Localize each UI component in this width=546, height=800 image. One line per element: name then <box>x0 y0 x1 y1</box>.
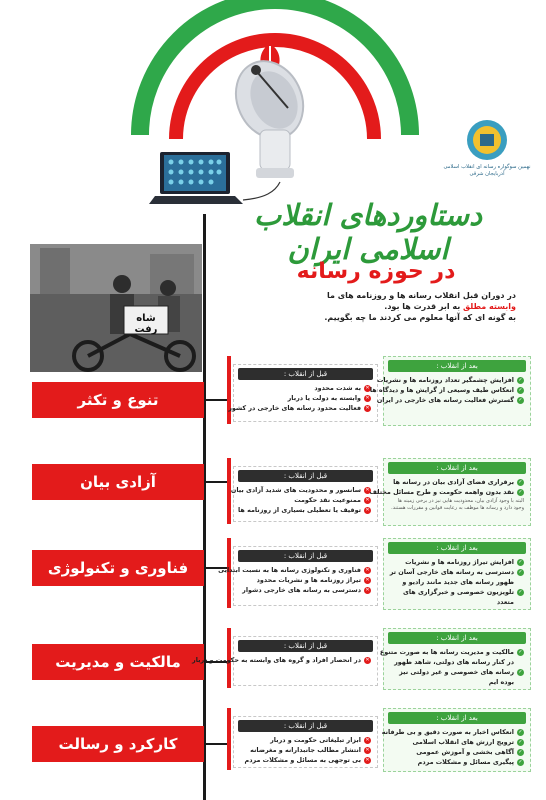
before-item-text: انتشار مطالب جانبدارانه و مغرضانه <box>250 746 361 754</box>
x-circle-icon: ✕ <box>365 506 370 513</box>
after-box <box>369 356 531 426</box>
comparison-panel <box>192 628 523 688</box>
after-item <box>379 647 524 657</box>
check-circle-icon: ✓ <box>518 748 523 755</box>
check-circle-icon: ✓ <box>518 386 523 393</box>
after-header: بعد از انقلاب : <box>388 632 526 644</box>
check-circle-icon: ✓ <box>518 758 523 765</box>
before-box <box>233 716 378 768</box>
x-circle-icon: ✕ <box>365 736 370 743</box>
x-circle-icon: ✕ <box>365 404 370 411</box>
after-item-text: گسترش فعالیت رسانه های خارجی در ایران <box>376 396 514 404</box>
check-circle-icon: ✓ <box>518 478 523 485</box>
after-item <box>390 477 524 487</box>
before-item <box>240 755 371 765</box>
after-box <box>369 458 531 526</box>
check-circle-icon: ✓ <box>518 648 523 655</box>
after-item-text: دسترسی به رسانه های خارجی آسان تر <box>389 568 514 576</box>
after-item-text: پیگیری مسائل و مشکلات مردم <box>417 758 514 766</box>
before-item <box>230 485 371 495</box>
topic-label: کارکرد و رسالت <box>32 726 204 762</box>
after-item <box>390 757 524 767</box>
check-circle-icon: ✓ <box>518 396 523 403</box>
before-item <box>218 565 371 575</box>
after-item <box>390 657 524 687</box>
intro-highlight: وابسته مطلق <box>463 302 516 311</box>
before-header: قبل از انقلاب : <box>238 470 373 482</box>
after-item-text: ظهور رسانه های جدید مانند رادیو و تلویزیون خصوصی و خبرگزاری های متعدد <box>402 578 514 606</box>
check-circle-icon: ✓ <box>518 668 523 675</box>
before-item <box>192 655 371 665</box>
logo-line-1: نهمین سوگواره رسانه ای انقلاب اسلامی <box>443 164 531 170</box>
check-circle-icon: ✓ <box>518 728 523 735</box>
before-item-text: تیراژ روزنامه ها و نشریات محدود <box>256 576 361 584</box>
x-circle-icon: ✕ <box>365 566 370 573</box>
before-header: قبل از انقلاب : <box>238 720 373 732</box>
before-item-text: دسترسی به رسانه های خارجی دشوار <box>242 586 361 594</box>
topic-label: تنوع و تکثر <box>32 382 204 418</box>
before-item <box>240 383 371 393</box>
festival-logo-text <box>442 164 532 178</box>
before-box <box>230 466 378 522</box>
after-item <box>381 727 524 737</box>
before-item <box>240 735 371 745</box>
before-box <box>218 546 378 606</box>
before-header: قبل از انقلاب : <box>238 640 373 652</box>
before-item <box>240 575 371 585</box>
after-header: بعد از انقلاب : <box>388 360 526 372</box>
before-item <box>240 505 371 515</box>
check-circle-icon: ✓ <box>518 558 523 565</box>
topic-label: فناوری و تکنولوژی <box>32 550 204 586</box>
after-item <box>390 577 524 607</box>
after-item-text: ترویج ارزش های انقلاب اسلامی <box>412 738 514 746</box>
before-item-text: فعالیت محدود رسانه های خارجی در کشور <box>228 404 361 412</box>
check-circle-icon: ✓ <box>518 588 523 595</box>
check-circle-icon: ✓ <box>518 568 523 575</box>
check-circle-icon: ✓ <box>518 376 523 383</box>
before-item-text: ابزار تبلیغاتی حکومت و دربار <box>270 736 361 744</box>
after-item <box>376 395 524 405</box>
x-circle-icon: ✕ <box>365 384 370 391</box>
topic-label: آزادی بیان <box>32 464 204 500</box>
before-item-text: در انحصار افراد و گروه های وابسته به حکومت و دربار <box>192 656 361 664</box>
page-title: دستاوردهای انقلاب اسلامی ایران <box>253 198 483 266</box>
after-item <box>390 557 524 567</box>
x-circle-icon: ✕ <box>365 746 370 753</box>
after-header: بعد از انقلاب : <box>388 462 526 474</box>
after-item <box>390 747 524 757</box>
after-item <box>390 737 524 747</box>
x-circle-icon: ✕ <box>365 656 370 663</box>
x-circle-icon: ✕ <box>365 394 370 401</box>
before-item <box>228 403 371 413</box>
after-note: البته با وجود آزادی بیان، محدودیت هایی نیز در برخی زمینه ها وجود دارد و رسانه ها موظف به رعایت قوانین و مقررات هستند. <box>391 498 524 511</box>
page-subtitle: در حوزه رسانه <box>296 259 456 284</box>
after-box <box>379 628 531 690</box>
after-item <box>376 375 524 385</box>
intro-line-1: در دوران قبل انقلاب رسانه ها و روزنامه های ما <box>327 291 516 300</box>
after-item-text: انعکاس طیف وسیعی از گرایش ها و دیدگاه ها <box>369 386 514 394</box>
after-header: بعد از انقلاب : <box>388 542 526 554</box>
check-circle-icon: ✓ <box>518 738 523 745</box>
before-item-text: فناوری و تکنولوژی رسانه ها به نسبت ابتدایی <box>218 566 361 574</box>
before-item <box>240 745 371 755</box>
before-box <box>228 364 378 422</box>
after-item <box>369 385 524 395</box>
festival-logo-icon <box>467 120 507 160</box>
x-circle-icon: ✕ <box>365 586 370 593</box>
before-item-text: وابسته به دولت یا دربار <box>287 394 361 402</box>
x-circle-icon: ✕ <box>365 486 370 493</box>
intro-line-2: به ابر قدرت ها بود. <box>384 302 461 311</box>
before-item <box>240 393 371 403</box>
after-item-text: نقد بدون واهمه حکومت و طرح مسائل مختلف <box>369 488 514 496</box>
before-item-text: بی توجهی به مسائل و مشکلات مردم <box>244 756 361 764</box>
comparison-panel <box>227 708 521 770</box>
before-item-text: به شدت محدود <box>314 384 361 392</box>
intro-text <box>246 290 516 323</box>
before-header: قبل از انقلاب : <box>238 550 373 562</box>
comparison-panel <box>227 356 521 424</box>
before-item-text: سانسور و محدودیت های شدید آزادی بیان <box>230 486 361 494</box>
after-item-text: انعکاس اخبار به صورت دقیق و بی طرفانه <box>381 728 514 736</box>
after-item <box>369 487 524 497</box>
after-item-text: افزایش چشمگیر تعداد روزنامه ها و نشریات <box>376 376 514 384</box>
before-item <box>240 495 371 505</box>
after-item <box>390 567 524 577</box>
photo-sign-text: شاه رفت <box>134 313 158 335</box>
satellite-dish-icon <box>224 50 316 178</box>
topic-label: مالکیت و مدیریت <box>32 644 204 680</box>
intro-line-3: به گونه ای که آنها معلوم می کردند ما چه بگوییم. <box>324 313 516 322</box>
timeline-line <box>203 214 206 800</box>
before-item-text: ممنوعیت نقد حکومت <box>294 496 361 504</box>
comparison-panel <box>227 458 524 524</box>
x-circle-icon: ✕ <box>365 756 370 763</box>
after-box <box>383 708 531 772</box>
logo-line-2: آذربایجان شرقی <box>469 171 505 177</box>
before-box <box>192 636 378 686</box>
after-item-text: آگاهی بخشی و آموزش عمومی <box>416 748 514 756</box>
after-item-text: افزایش تیراژ روزنامه ها و نشریات <box>405 558 514 566</box>
before-item-text: توقیف یا تعطیلی بسیاری از روزنامه ها <box>238 506 361 514</box>
after-item-text: مالکیت و مدیریت رسانه ها به صورت متنوع <box>379 648 514 656</box>
after-header: بعد از انقلاب : <box>388 712 526 724</box>
historic-photo <box>30 244 202 372</box>
after-item-text: در کنار رسانه های دولتی، شاهد ظهور رسانه های خصوصی و غیر دولتی نیز بوده ایم <box>394 658 514 686</box>
check-circle-icon: ✓ <box>518 488 523 495</box>
before-item <box>240 585 371 595</box>
after-item-text: برقراری فضای آزادی بیان در رسانه ها <box>393 478 514 486</box>
after-box <box>383 538 531 610</box>
before-header: قبل از انقلاب : <box>238 368 373 380</box>
comparison-panel <box>218 538 523 608</box>
x-circle-icon: ✕ <box>365 496 370 503</box>
x-circle-icon: ✕ <box>365 576 370 583</box>
